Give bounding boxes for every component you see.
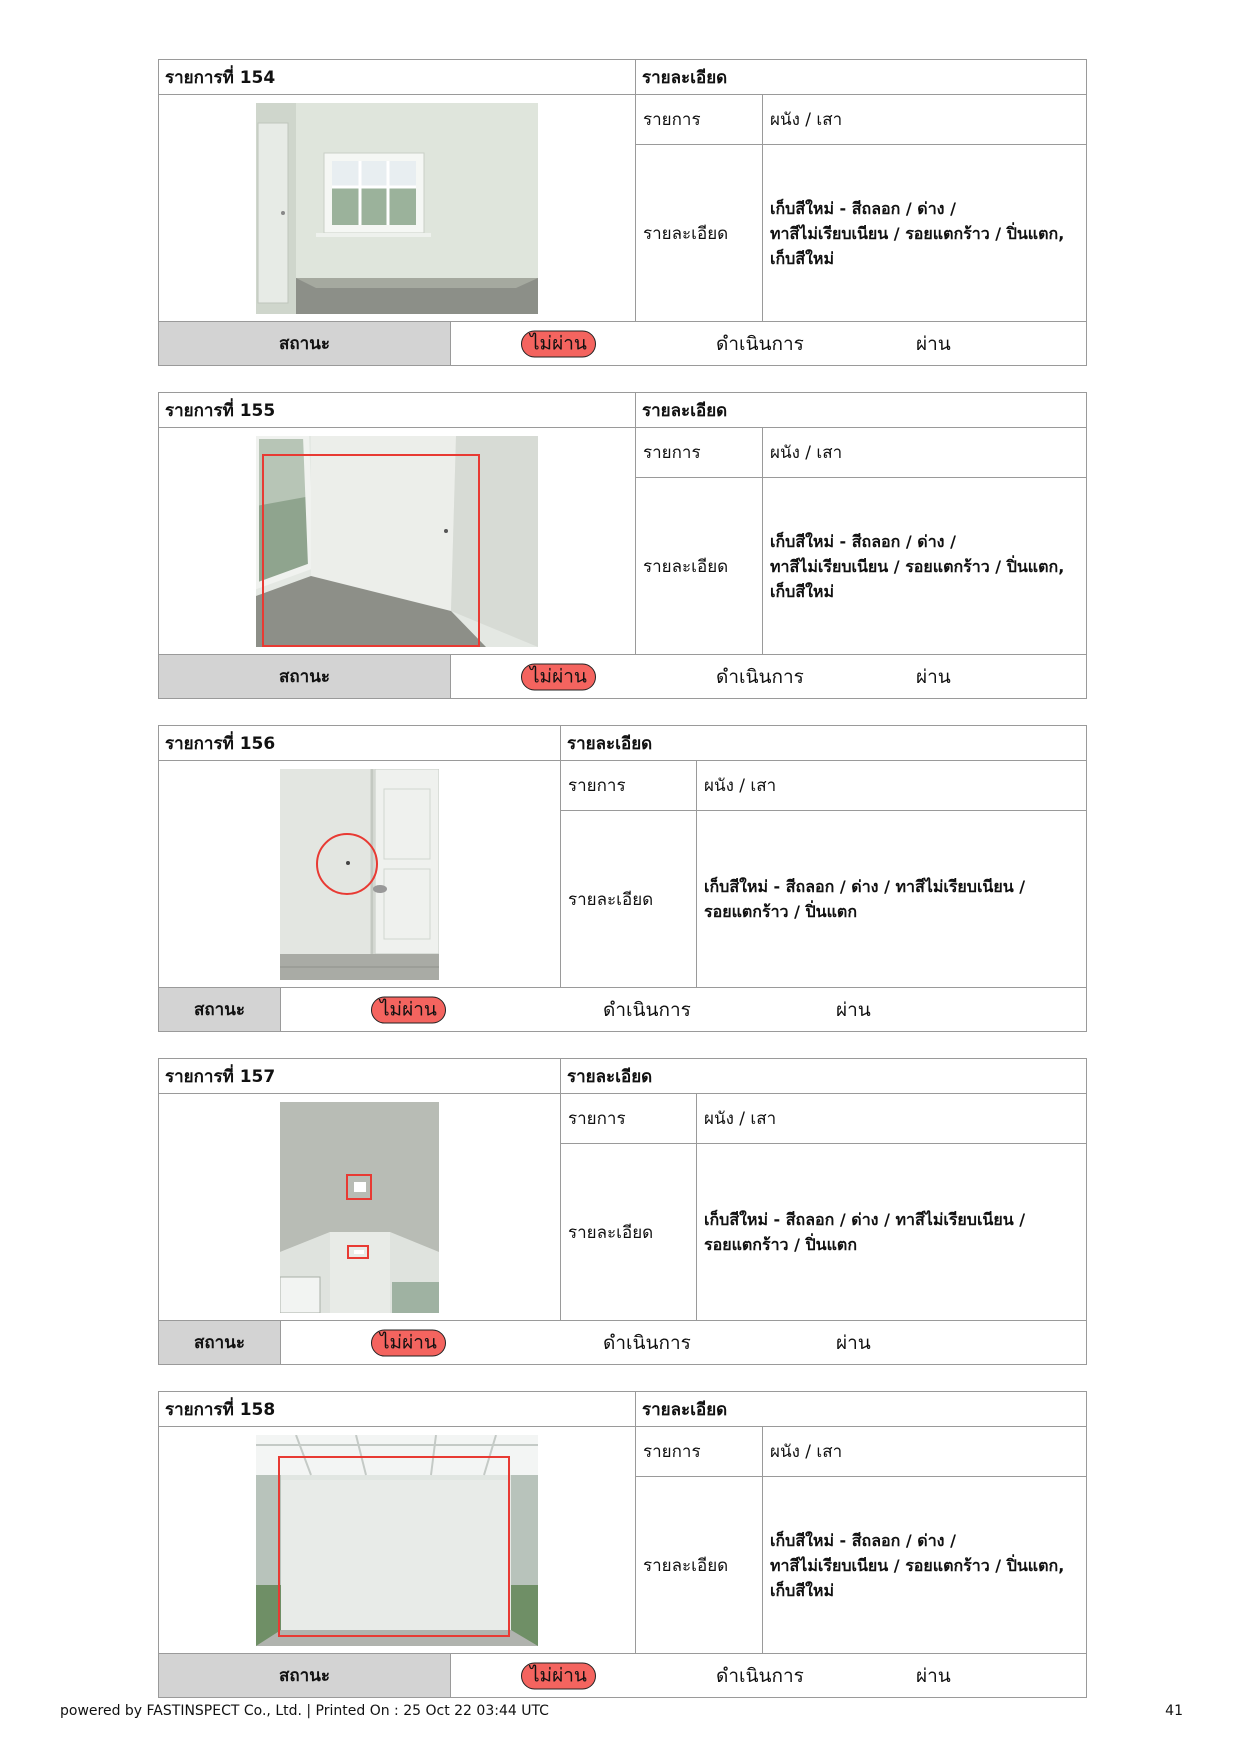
- status-options: [281, 988, 1087, 1032]
- detail-line: เก็บสีใหม่ - สีถลอก / ด่าง / ทาสีไม่เรียบเนียน /: [704, 1210, 1026, 1229]
- detail-header: รายละเอียด: [561, 1059, 1087, 1094]
- status-inprogress-option[interactable]: ดำเนินการ: [716, 332, 804, 355]
- detail-label: รายละเอียด: [636, 1477, 763, 1654]
- detail-text: [697, 1144, 1087, 1321]
- photo-cell: [159, 1094, 561, 1321]
- inspection-item-158: [158, 1391, 1087, 1698]
- detail-line: ทาสีไม่เรียบเนียน / รอยแตกร้าว / ปิ่นแตก,: [770, 556, 1065, 576]
- detail-line: เก็บสีใหม่: [770, 581, 834, 601]
- page-footer: powered by FASTINSPECT Co., Ltd. | Printed On : 25 Oct 22 03:44 UTC: [60, 1703, 549, 1719]
- detail-line: เก็บสีใหม่: [770, 1580, 834, 1600]
- defect-marker-circle: [316, 833, 378, 895]
- detail-text: [763, 145, 1087, 322]
- defect-marker-rect: [346, 1174, 372, 1200]
- detail-line: เก็บสีใหม่ - สีถลอก / ด่าง /: [770, 531, 956, 551]
- detail-label: รายละเอียด: [561, 1144, 697, 1321]
- inspection-item-155: [158, 392, 1087, 699]
- item-label: รายการ: [561, 761, 697, 811]
- status-options: [281, 1321, 1087, 1365]
- item-title: รายการที่ 158: [159, 1392, 636, 1427]
- detail-label: รายละเอียด: [636, 478, 763, 655]
- inspection-photo[interactable]: [256, 103, 538, 314]
- status-options: [451, 322, 1087, 366]
- status-fail-badge[interactable]: ไม่ผ่าน: [371, 1329, 446, 1356]
- item-label: รายการ: [561, 1094, 697, 1144]
- item-label: รายการ: [636, 428, 763, 478]
- detail-line: เก็บสีใหม่ - สีถลอก / ด่าง / ทาสีไม่เรียบเนียน /: [704, 877, 1026, 896]
- photo-cell: [159, 1427, 636, 1654]
- status-fail-badge[interactable]: ไม่ผ่าน: [371, 996, 446, 1023]
- status-pass-option[interactable]: ผ่าน: [916, 332, 951, 355]
- detail-label: รายละเอียด: [561, 811, 697, 988]
- inspection-photo[interactable]: [256, 1435, 538, 1646]
- status-fail-badge[interactable]: ไม่ผ่าน: [521, 330, 596, 357]
- item-label: รายการ: [636, 1427, 763, 1477]
- inspection-photo[interactable]: [256, 436, 538, 647]
- inspection-photo[interactable]: [280, 769, 439, 980]
- item-title: รายการที่ 154: [159, 60, 636, 95]
- status-inprogress-option[interactable]: ดำเนินการ: [716, 1664, 804, 1687]
- inspection-item-156: [158, 725, 1087, 1032]
- detail-text: [697, 811, 1087, 988]
- item-value: ผนัง / เสา: [763, 428, 1087, 478]
- defect-marker-rect: [262, 454, 480, 647]
- detail-header: รายละเอียด: [636, 393, 1087, 428]
- status-fail-badge[interactable]: ไม่ผ่าน: [521, 663, 596, 690]
- detail-text: [763, 1477, 1087, 1654]
- item-value: ผนัง / เสา: [697, 1094, 1087, 1144]
- status-label: สถานะ: [159, 988, 281, 1032]
- status-inprogress-option[interactable]: ดำเนินการ: [603, 998, 691, 1021]
- status-inprogress-option[interactable]: ดำเนินการ: [603, 1331, 691, 1354]
- status-options: [451, 1654, 1087, 1698]
- status-inprogress-option[interactable]: ดำเนินการ: [716, 665, 804, 688]
- page-number: 41: [1165, 1703, 1183, 1719]
- item-title: รายการที่ 156: [159, 726, 561, 761]
- detail-line: เก็บสีใหม่ - สีถลอก / ด่าง /: [770, 1530, 956, 1550]
- status-label: สถานะ: [159, 1654, 451, 1698]
- status-fail-badge[interactable]: ไม่ผ่าน: [521, 1662, 596, 1689]
- detail-line: เก็บสีใหม่ - สีถลอก / ด่าง /: [770, 198, 956, 218]
- detail-label: รายละเอียด: [636, 145, 763, 322]
- item-title: รายการที่ 157: [159, 1059, 561, 1094]
- detail-header: รายละเอียด: [636, 1392, 1087, 1427]
- detail-line: รอยแตกร้าว / ปิ่นแตก: [704, 1235, 857, 1254]
- status-pass-option[interactable]: ผ่าน: [836, 998, 871, 1021]
- detail-line: เก็บสีใหม่: [770, 248, 834, 268]
- detail-line: ทาสีไม่เรียบเนียน / รอยแตกร้าว / ปิ่นแตก,: [770, 1555, 1065, 1575]
- photo-cell: [159, 761, 561, 988]
- inspection-item-157: [158, 1058, 1087, 1365]
- detail-line: ทาสีไม่เรียบเนียน / รอยแตกร้าว / ปิ่นแตก,: [770, 223, 1065, 243]
- status-pass-option[interactable]: ผ่าน: [836, 1331, 871, 1354]
- status-pass-option[interactable]: ผ่าน: [916, 665, 951, 688]
- inspection-item-154: [158, 59, 1087, 366]
- item-value: ผนัง / เสา: [763, 1427, 1087, 1477]
- status-pass-option[interactable]: ผ่าน: [916, 1664, 951, 1687]
- item-label: รายการ: [636, 95, 763, 145]
- status-label: สถานะ: [159, 1321, 281, 1365]
- defect-marker-rect: [347, 1245, 369, 1259]
- detail-text: [763, 478, 1087, 655]
- inspection-photo[interactable]: [280, 1102, 439, 1313]
- detail-line: รอยแตกร้าว / ปิ่นแตก: [704, 902, 857, 921]
- status-label: สถานะ: [159, 655, 451, 699]
- defect-marker-rect: [278, 1456, 510, 1637]
- detail-header: รายละเอียด: [636, 60, 1087, 95]
- photo-cell: [159, 95, 636, 322]
- status-options: [451, 655, 1087, 699]
- item-title: รายการที่ 155: [159, 393, 636, 428]
- status-label: สถานะ: [159, 322, 451, 366]
- item-value: ผนัง / เสา: [697, 761, 1087, 811]
- detail-header: รายละเอียด: [561, 726, 1087, 761]
- item-value: ผนัง / เสา: [763, 95, 1087, 145]
- photo-cell: [159, 428, 636, 655]
